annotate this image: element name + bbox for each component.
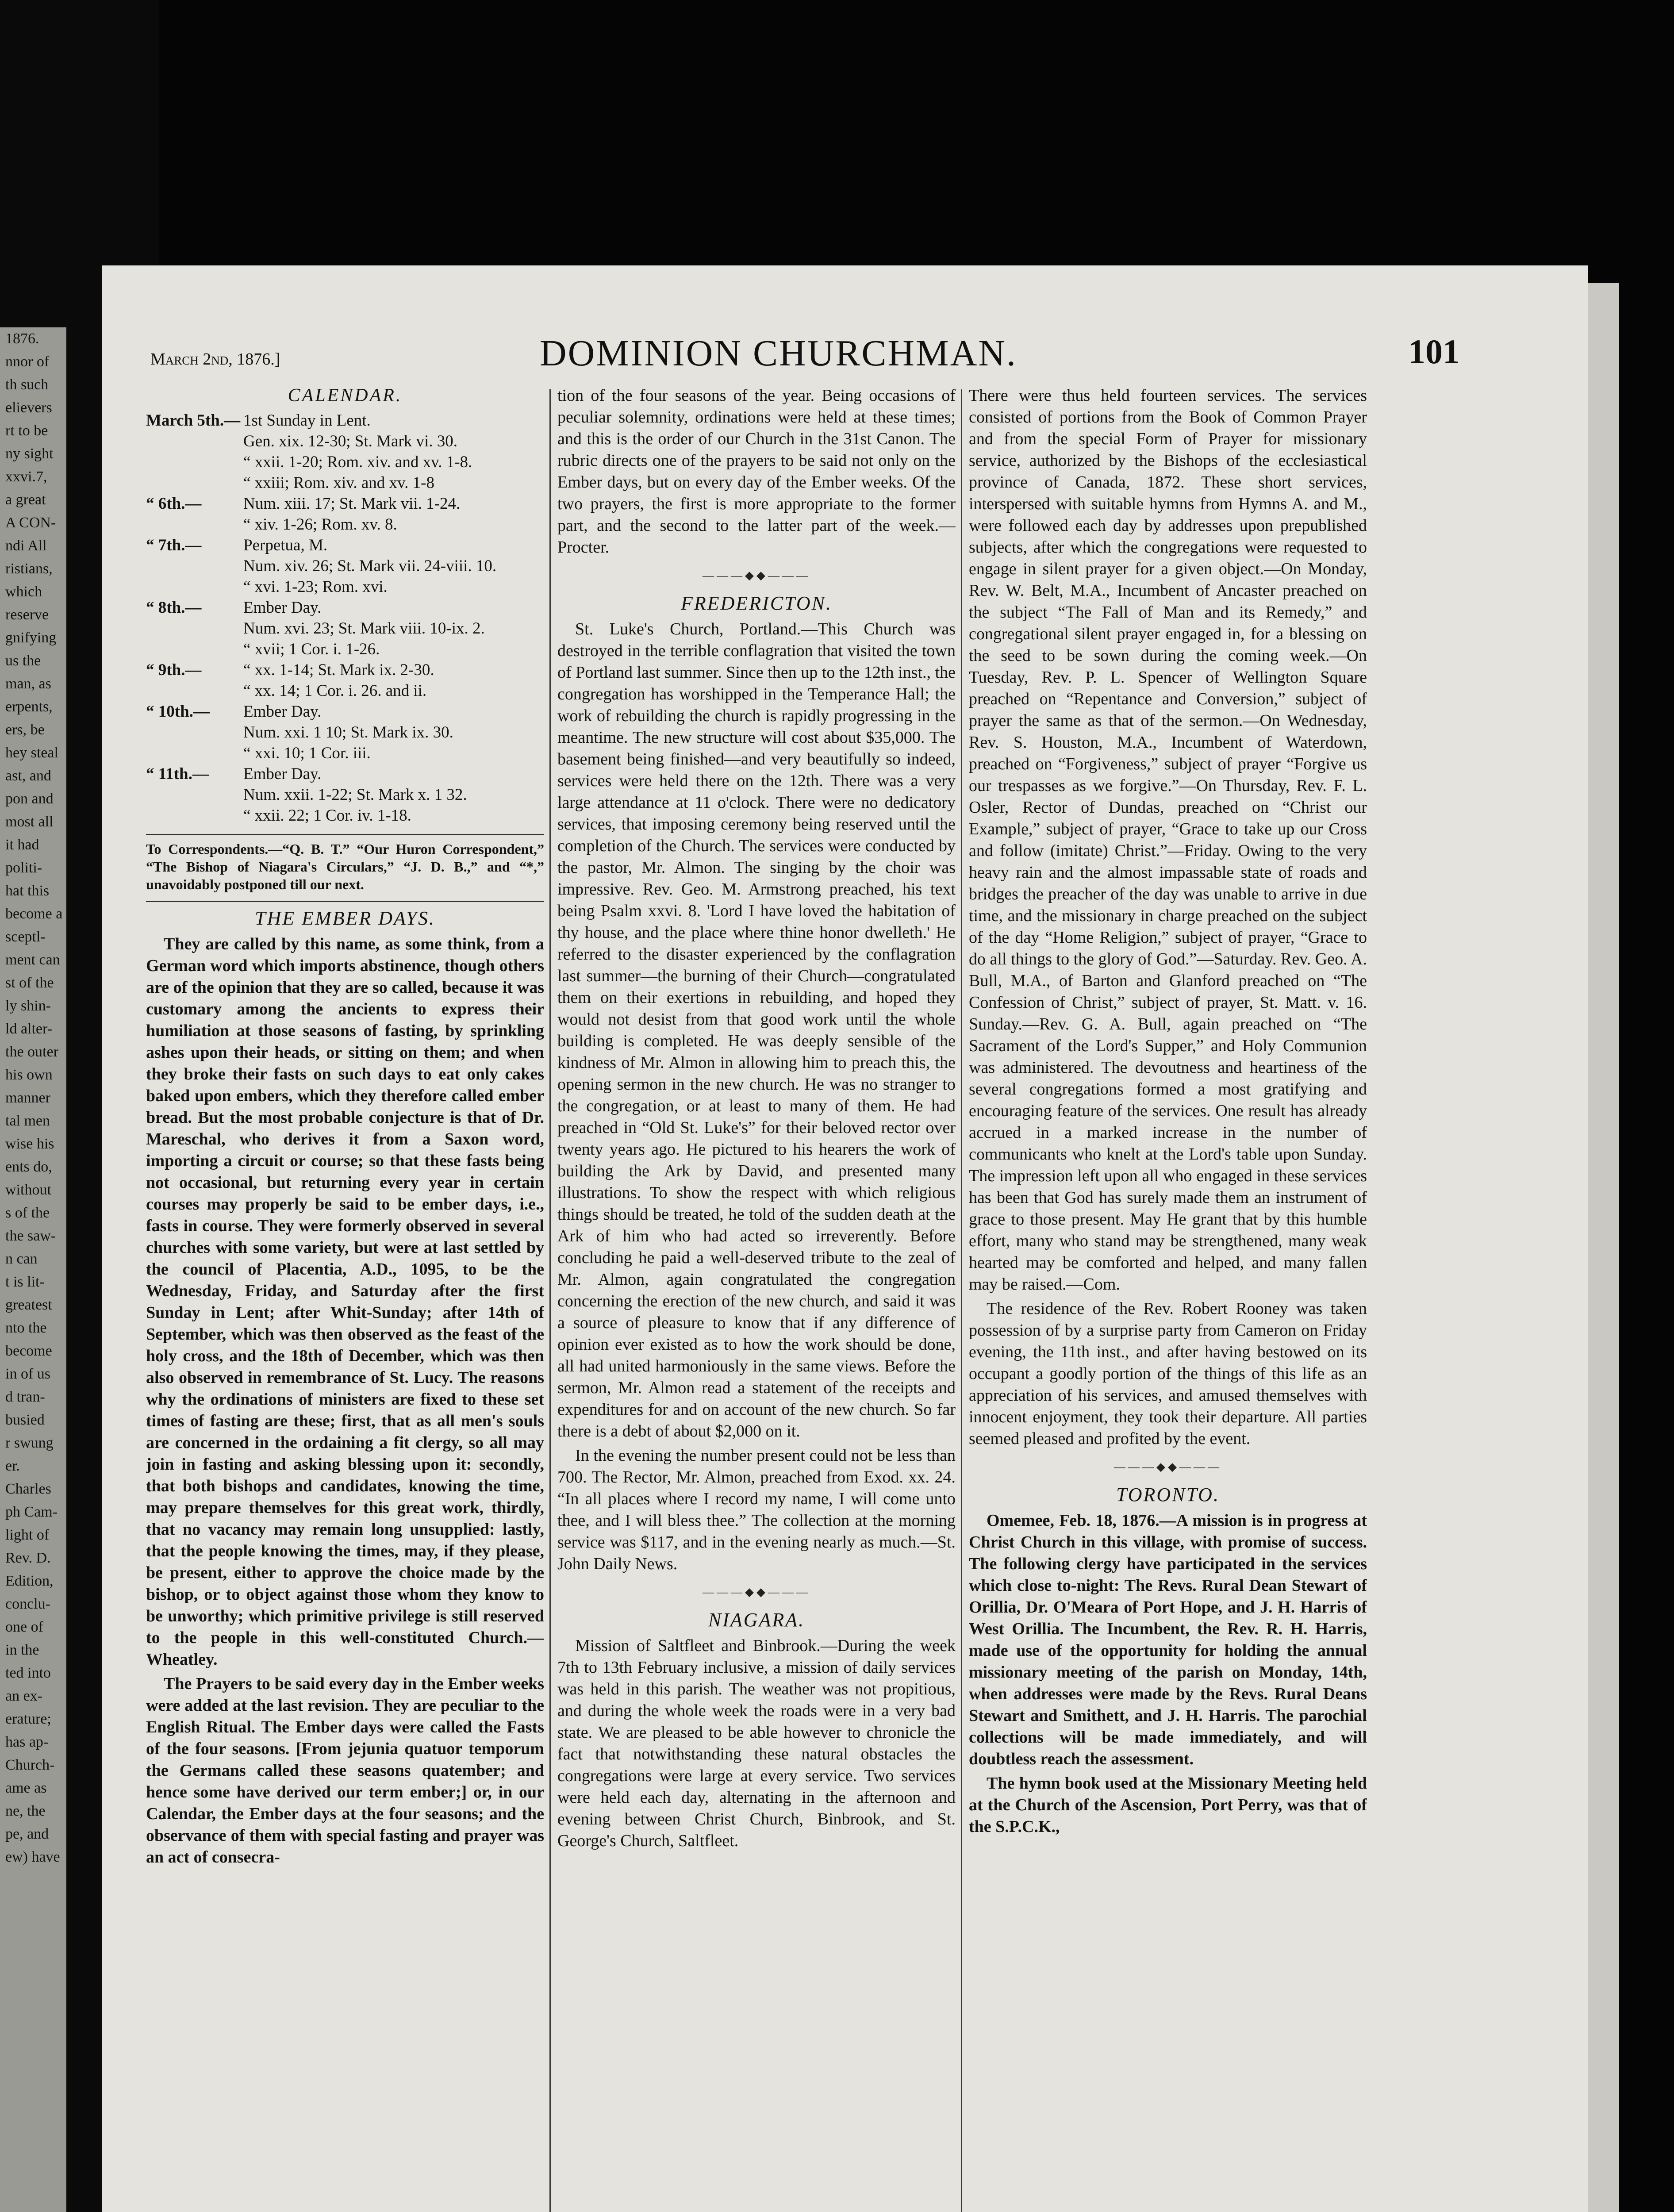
previous-page-fragment: ph Cam- [5,1504,58,1520]
continued-paragraph: tion of the four seasons of the year. Being occasions of peculiar solemnity, ordinations were held at these times; and this is the order of our Church in the 31st Canon. The rubric directs one of the prayers to be said not only on the Ember days, but on every day of the Ember weeks. Of the two prayers, the first is more appropriate to the former part, and the second to the latter part of the week.—Procter. [557,386,956,557]
calendar-entry [146,493,544,514]
section-title-fredericton: FREDERICTON. [681,592,832,614]
column-3 [969,385,1367,2212]
previous-page-fragment: it had [5,837,39,853]
calendar-entry: “ xxii. 1-20; Rom. xiv. and xv. 1-8. [243,453,472,471]
previous-page-fragment: the outer [5,1044,58,1060]
niagara-paragraph: Mission of Saltfleet and Binbrook.—During the week 7th to 13th February inclusive, a mission of daily services was held in this parish. The weather was not propitious, and during the whole week the roads were in a very bad state. We are pleased to be able however to chronicle the fact that notwithstanding these natural obstacles the congregations were large at every service. Two services were held each day, alternating in the afternoon and evening between Christ Church, Binbrook, and St. George's Church, Saltfleet. [557,1636,956,1850]
toronto-paragraph: The hymn book used at the Missionary Meeting held at the Church of the Ascension, Port Perry, was that of the S.P.C.K., [969,1774,1367,1836]
ornament-divider: ———◆◆——— [1114,1460,1222,1473]
header-date: March 2nd, 1876.] [150,350,280,369]
calendar-reading: Num. xiii. 17; St. Mark vii. 1-24. [243,495,461,513]
calendar-reading: Ember Day. [243,703,322,721]
calendar-entry [146,410,544,431]
previous-page-fragment: light of [5,1527,50,1543]
column-rule [549,389,551,2212]
previous-page-fragment: ast, and [5,768,51,784]
previous-page-fragment: greatest [5,1297,52,1313]
calendar-entry [146,660,544,680]
previous-page-fragment: rt to be [5,422,48,439]
calendar-entry: Gen. xix. 12-30; St. Mark vi. 30. [243,432,458,450]
previous-page-fragment: politi- [5,860,42,876]
calendar-day: “ 7th.— [146,536,202,554]
column-1 [146,385,544,2212]
divider [146,834,544,835]
divider [146,901,544,902]
previous-page-fragment: become a [5,906,63,922]
calendar-day: “ 11th.— [146,765,209,783]
previous-page-fragment: nnor of [5,353,50,370]
calendar-entry: Num. xiv. 26; St. Mark vii. 24-viii. 10. [243,557,497,575]
previous-page-fragment: ame as [5,1780,47,1796]
calendar-entry [146,535,544,556]
previous-page-fragment: nto the [5,1320,47,1336]
previous-page-fragment: without [5,1182,51,1198]
calendar-heading: CALENDAR. [288,385,403,406]
ornament-divider: ———◆◆——— [703,569,810,582]
ember-paragraph: The Prayers to be said every day in the Ember weeks were added at the last revision. They are peculiar to the English Ritual. The Ember days were called the Fasts of the four seasons. [From jejunia quatuor temporum the Germans called these seasons quatember; and hence some have derived our term ember;] or, in our Calendar, the Ember days at the four seasons; and the observance of them with special fasting and prayer was an act of consecra- [146,1674,544,1866]
previous-page-fragment: pe, and [5,1826,49,1842]
calendar-reading: Ember Day. [243,599,322,617]
calendar-entry: Num. xxii. 1-22; St. Mark x. 1 32. [243,786,467,804]
previous-page-fragment: which [5,584,42,600]
ember-paragraph: They are called by this name, as some think, from a German word which imports abstinence, though others are of the opinion that they are so called, because it was customary among the ancients to express their humiliation at those seasons of fasting, by sprinkling ashes upon their heads, or sitting on them; and when they broke their fasts on such days to eat only cakes baked upon embers, which they therefore called ember bread. But the most probable conjecture is that of Dr. Mareschal, who derives it from a Saxon word, importing a circuit or course; so that these fasts being not occasional, but returning every year in certain courses may properly be said to be ember days, i.e., fasts in course. They were formerly observed in several churches with some variety, but were at last settled by the council of Placentia, A.D., 1095, to be the Wednesday, Friday, and Saturday after the first Sunday in Lent; after Whit-Sunday; after 14th of September, which was then observed as the feast of the holy cross, and the 18th of December, which was then also observed in remembrance of St. Lucy. The reasons why the ordinations of ministers are fixed to these set times of fasting are these; first, that as all men's souls are concerned in the ordaining a fit clergy, so all may join in fasting and asking blessing upon it: secondly, that both bishops and candidates, knowing the time, may prepare themselves for this great work, thirdly, that no vacancy may remain long unsupplied: lastly, that the people knowing the times, may, if they please, be present, either to approve the choice made by the bishop, or to object against those whom they know to be unworthy; which primitive privilege is still reserved to the people in this well-constituted Church.—Wheatley. [146,935,544,1669]
page-header [150,332,1460,380]
previous-page-fragment: ristians, [5,561,53,577]
previous-page-fragment: A CON- [5,515,56,531]
previous-page-fragment: one of [5,1619,43,1635]
calendar-reading: Ember Day. [243,765,322,783]
correspondents-notice: To Correspondents.—“Q. B. T.” “Our Huron Correspondent,” “The Bishop of Niagara's Circulars,” “J. D. B.,” and “*,” unavoidably postponed till our next. [146,841,544,892]
previous-page-fragment: ly shin- [5,998,51,1014]
previous-page-fragment: his own [5,1067,53,1083]
calendar-day: March 5th.— [146,411,241,430]
section-title-toronto: TORONTO. [1116,1484,1220,1505]
calendar-entry: “ xvi. 1-23; Rom. xvi. [243,578,388,596]
previous-page-fragment: s of the [5,1205,50,1221]
calendar-entry: “ xxiii; Rom. xiv. and xv. 1-8 [243,474,434,492]
previous-page-fragment: hey steal [5,745,58,761]
previous-page-fragment: th such [5,376,49,393]
page-edge [1588,283,1619,2212]
fredericton-paragraph: St. Luke's Church, Portland.—This Church was destroyed in the terrible conflagration that visited the town of Portland last summer. Since then up to the 12th inst., the congregation has worshipped in the Temperance Hall; the work of rebuilding the church is rapidly progressing in the meantime. The new structure will cost about $35,000. The basement being finished—and very beautifully so indeed, services were held there on the 12th. There was a very large attendance at 11 o'clock. There were no dedicatory services, that imposing ceremony being reserved until the completion of the Church. The services were conducted by the pastor, Mr. Almon. The singing by the choir was impressive. Rev. Geo. M. Armstrong preached, his text being Psalm xxvi. 8. 'Lord I have loved the habitation of thy house, and the place where thine honor dwelleth.' He referred to the disaster experienced by the conflagration last summer—the burning of their Church—congratulated them on their exertions in rebuilding, and hoped they would not desist from that good work until the whole building is completed. He was deeply sensible of the kindness of Mr. Almon in allowing him to preach this, the opening sermon in the new church. He was no stranger to the congregation, or at least to many of them. He had preached in “Old St. Luke's” for their beloved rector over twenty years ago. He pictured to his hearers the work of building the Ark by David, and presented many illustrations. To show the respect with which religious things should be treated, he told of the sudden death at the Ark of him who had acted so irreverently. Before concluding he paid a well-deserved tribute to the zeal of Mr. Almon, again congratulated the congregation concerning the erection of the new church, and said it was a source of pleasure to know that if any difference of opinion ever existed as to how the work should be done, all had united harmoniously in the same views. Before the sermon, Mr. Almon read a statement of the receipts and expenditures for and on account of the new church. So far there is a debt of about $2,000 on it. [557,620,956,1440]
calendar-day: “ 8th.— [146,599,202,617]
calendar-day: “ 10th.— [146,703,210,721]
previous-page-fragment: manner [5,1090,50,1106]
previous-page-fragment: tal men [5,1113,50,1129]
page-number: 101 [1408,332,1460,371]
previous-page-fragment: ew) have [5,1849,60,1865]
previous-page-fragment: us the [5,653,41,669]
previous-page-fragment: er. [5,1458,20,1474]
calendar-list [146,410,544,826]
previous-page-fragment: wise his [5,1136,54,1152]
section-title-ember-days: THE EMBER DAYS. [255,907,435,929]
column-rule [961,389,962,2212]
previous-page-fragment: gnifying [5,630,57,646]
previous-page-margin [0,327,66,2212]
calendar-entry: “ xxii. 22; 1 Cor. iv. 1-18. [243,806,411,825]
previous-page-fragment: 1876. [5,330,39,347]
previous-page-fragment: man, as [5,676,51,692]
previous-page-fragment: Rev. D. [5,1550,51,1566]
previous-page-fragment: Charles [5,1481,51,1497]
previous-page-fragment: erature; [5,1711,51,1727]
toronto-paragraph: Omemee, Feb. 18, 1876.—A mission is in progress at Christ Church in this village, with promise of success. The following clergy have participated in the services which close to-night: The Revs. Rural Dean Stewart of Orillia, Dr. O'Meara of Port Hope, and J. H. Harris of West Orillia. The Incumbent, the Rev. R. H. Harris, made use of the opportunity for holding the annual missionary meeting of the parish on Monday, 14th, when addresses were made by the Revs. Rural Deans Stewart and Smithett, and J. H. Harris. The parochial collections will be made immediately, and will doubtless reach the assessment. [969,1511,1367,1768]
previous-page-fragment: ment can [5,952,60,968]
previous-page-fragment: hat this [5,883,50,899]
previous-page-fragment: n can [5,1251,38,1267]
calendar-reading: “ xx. 1-14; St. Mark ix. 2-30. [243,661,434,679]
previous-page-fragment: ndi All [5,538,47,554]
calendar-entry: “ xiv. 1-26; Rom. xv. 8. [243,515,397,534]
previous-page-fragment: pon and [5,791,54,807]
calendar-entry: “ xvii; 1 Cor. i. 1-26. [243,640,380,658]
calendar-entry: “ xx. 14; 1 Cor. i. 26. and ii. [243,682,427,700]
calendar-entry [146,597,544,618]
previous-page-fragment: conclu- [5,1596,50,1612]
previous-page-fragment: reserve [5,607,49,623]
previous-page-fragment: erpents, [5,699,53,715]
calendar-entry [146,764,544,784]
previous-page-fragment: ted into [5,1665,51,1681]
previous-page-fragment: most all [5,814,54,830]
previous-page-fragment: in the [5,1642,39,1658]
previous-page-fragment: st of the [5,975,54,991]
previous-page-fragment: in of us [5,1366,50,1382]
calendar-entry: Num. xxi. 1 10; St. Mark ix. 30. [243,723,453,741]
previous-page-fragment: sceptl- [5,929,46,945]
previous-page-fragment: an ex- [5,1688,43,1704]
column-2 [557,385,956,2212]
previous-page-fragment: Edition, [5,1573,54,1589]
newspaper-page [102,265,1588,2212]
previous-page-fragment: d tran- [5,1389,45,1405]
previous-page-fragment: ld alter- [5,1021,52,1037]
rooney-paragraph: The residence of the Rev. Robert Rooney was taken possession of by a surprise party from Cameron on Friday evening, the 11th inst., and after having bestowed on its occupant a goodly portion of the things of this life as an appreciation of his services, and amused themselves with innocent enjoyment, they took their departure. All parties seemed pleased and profited by the event. [969,1299,1367,1448]
previous-page-fragment: ne, the [5,1803,46,1819]
niagara-continued-paragraph: There were thus held fourteen services. The services consisted of portions from the Book of Common Prayer and from the special Form of Prayer for missionary service, authorized by the Bishops of the ecclesiastical province of Canada, 1872. These short services, interspersed with suitable hymns from Hymns A. and M., were followed each day by addresses upon prepublished subjects, after which the congregations were requested to engage in silent prayer for a given object.—On Monday, Rev. W. Belt, M.A., Incumbent of Ancaster preached on the subject “The Fall of Man and its Remedy,” and congregational silent prayer engaged in, for a blessing on the seed to be sown during the coming week.—On Tuesday, Rev. P. L. Spencer of Wellington Square preached on “Repentance and Conversion,” subject of prayer the same as that of the sermon.—On Wednesday, Rev. S. Houston, M.A., Incumbent of Waterdown, preached on “Forgiveness,” subject of prayer “Forgive us our trespasses as we forgive.”—On Thursday, Rev. F. L. Osler, Rector of Dundas, preached on “Christ our Example,” subject of prayer, “Grace to take up our Cross and follow (imitate) Christ.”—Friday. Owing to the very heavy rain and the almost impassable state of roads and bridges the preacher of the day was unable to arrive in due time, and the missionary in charge preached on the subject of the day “Home Religion,” subject of prayer, “Grace to do all things to the glory of God.”—Saturday. Rev. Geo. A. Bull, M.A., of Barton and Glanford preached on “The Confession of Christ,” subject of prayer, St. Matt. v. 16. Sunday.—Rev. G. A. Bull, again preached on “The Sacrament of the Lord's Supper,” and Holy Communion was administered. The devoutness and heartiness of the several congregations formed a most gratifying and encouraging feature of the services. One result has already accrued in a marked increase in the number of communicants who knelt at the Lord's table upon Sunday. The impression left upon all who engaged in these services has been that God has surely made them an instrument of grace to those present. May He grant that by this humble effort, many who stand may be strengthened, many weak hearted may be comforted and helped, and many fallen may be raised.—Com. [969,386,1367,1294]
previous-page-fragment: elievers [5,399,52,416]
calendar-day: “ 9th.— [146,661,202,679]
calendar-entry [146,701,544,722]
previous-page-fragment: busied [5,1412,45,1428]
previous-page-fragment: has ap- [5,1734,49,1750]
previous-page-fragment: Church- [5,1757,55,1773]
previous-page-fragment: a great [5,492,46,508]
calendar-entry: Num. xvi. 23; St. Mark viii. 10-ix. 2. [243,619,485,637]
previous-page-fragment: r swung [5,1435,54,1451]
calendar-reading: Perpetua, M. [243,536,328,554]
section-title-niagara: NIAGARA. [708,1609,805,1631]
previous-page-fragment: the saw- [5,1228,56,1244]
calendar-entry: “ xxi. 10; 1 Cor. iii. [243,744,371,762]
previous-page-fragment: t is lit- [5,1274,45,1290]
previous-page-fragment: ents do, [5,1159,52,1175]
masthead-title: DOMINION CHURCHMAN. [540,333,1017,374]
calendar-day: “ 6th.— [146,495,202,513]
ornament-divider: ———◆◆——— [703,1586,810,1598]
calendar-reading: 1st Sunday in Lent. [243,411,371,430]
previous-page-fragment: ny sight [5,445,54,462]
previous-page-fragment: become [5,1343,52,1359]
previous-page-fragment: ers, be [5,722,45,738]
fredericton-paragraph: In the evening the number present could not be less than 700. The Rector, Mr. Almon, preached from Exod. xx. 24. “In all places where I record my name, I will come unto thee, and I will bless thee.” The collection at the morning service was $117, and in the evening nearly as much.—St. John Daily News. [557,1446,956,1573]
previous-page-fragment: xxvi.7, [5,469,47,485]
